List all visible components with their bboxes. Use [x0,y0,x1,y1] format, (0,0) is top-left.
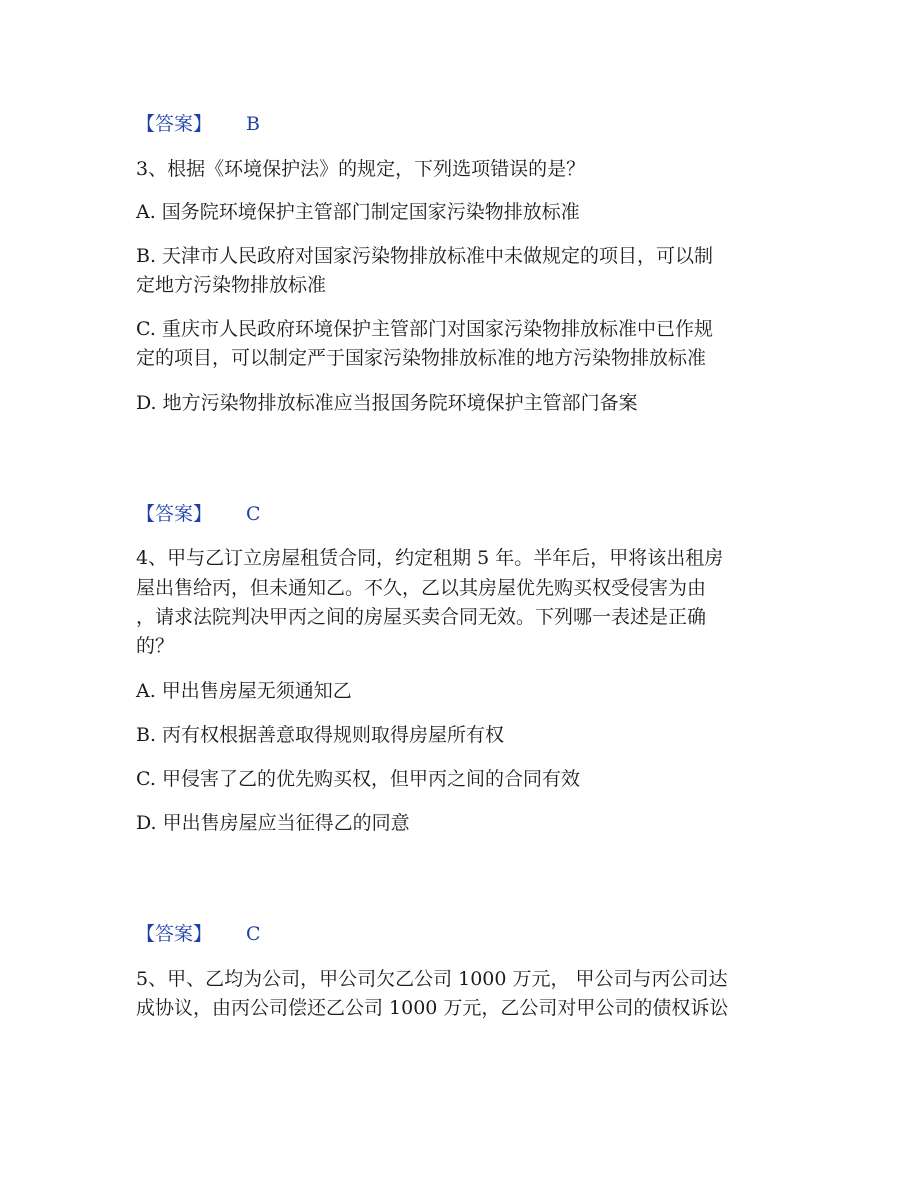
answer-line [136,112,260,136]
answer-line [136,502,261,526]
answer-line [136,922,261,946]
question-3-option-a: A. 国务院环境保护主管部门制定国家污染物排放标准 [136,201,580,223]
question-3-option-c-line-2: 定的项目，可以制定严于国家污染物排放标准的地方污染物排放标准 [136,347,707,369]
question-4-line-2: 屋出售给丙，但未通知乙。不久，乙以其房屋优先购买权受侵害为由 [136,577,707,599]
question-4-line-1: 4、甲与乙订立房屋租赁合同，约定租期 5 年。半年后，甲将该出租房 [136,547,724,569]
answer-letter: C [246,923,261,945]
answer-letter: C [246,503,261,525]
question-3-option-b-line-2: 定地方污染物排放标准 [136,274,327,296]
question-4-option-b: B. 丙有权根据善意取得规则取得房屋所有权 [136,724,505,746]
answer-label: 【答案】 [136,923,213,945]
answer-letter: B [246,113,260,135]
question-4-line-3: ，请求法院判决甲丙之间的房屋买卖合同无效。下列哪一表述是正确 [136,606,707,628]
answer-label: 【答案】 [136,113,213,135]
question-3-option-c-line-1: C. 重庆市人民政府环境保护主管部门对国家污染物排放标准中已作规 [136,318,713,340]
question-4-option-c: C. 甲侵害了乙的优先购买权，但甲丙之间的合同有效 [136,768,580,790]
question-4-option-d: D. 甲出售房屋应当征得乙的同意 [136,812,410,834]
answer-label: 【答案】 [136,503,213,525]
question-3-option-d: D. 地方污染物排放标准应当报国务院环境保护主管部门备案 [136,392,638,414]
question-5-line-2: 成协议，由丙公司偿还乙公司 1000 万元，乙公司对甲公司的债权诉讼 [136,997,729,1019]
question-4-line-4: 的？ [136,635,175,657]
question-5-line-1: 5、甲、乙均为公司，甲公司欠乙公司 1000 万元， 甲公司与丙公司达 [136,968,728,990]
question-3-option-b-line-1: B. 天津市人民政府对国家污染物排放标准中未做规定的项目，可以制 [136,245,714,267]
question-4-option-a: A. 甲出售房屋无须通知乙 [136,680,352,702]
question-3-text: 3、根据《环境保护法》的规定，下列选项错误的是？ [136,158,586,180]
